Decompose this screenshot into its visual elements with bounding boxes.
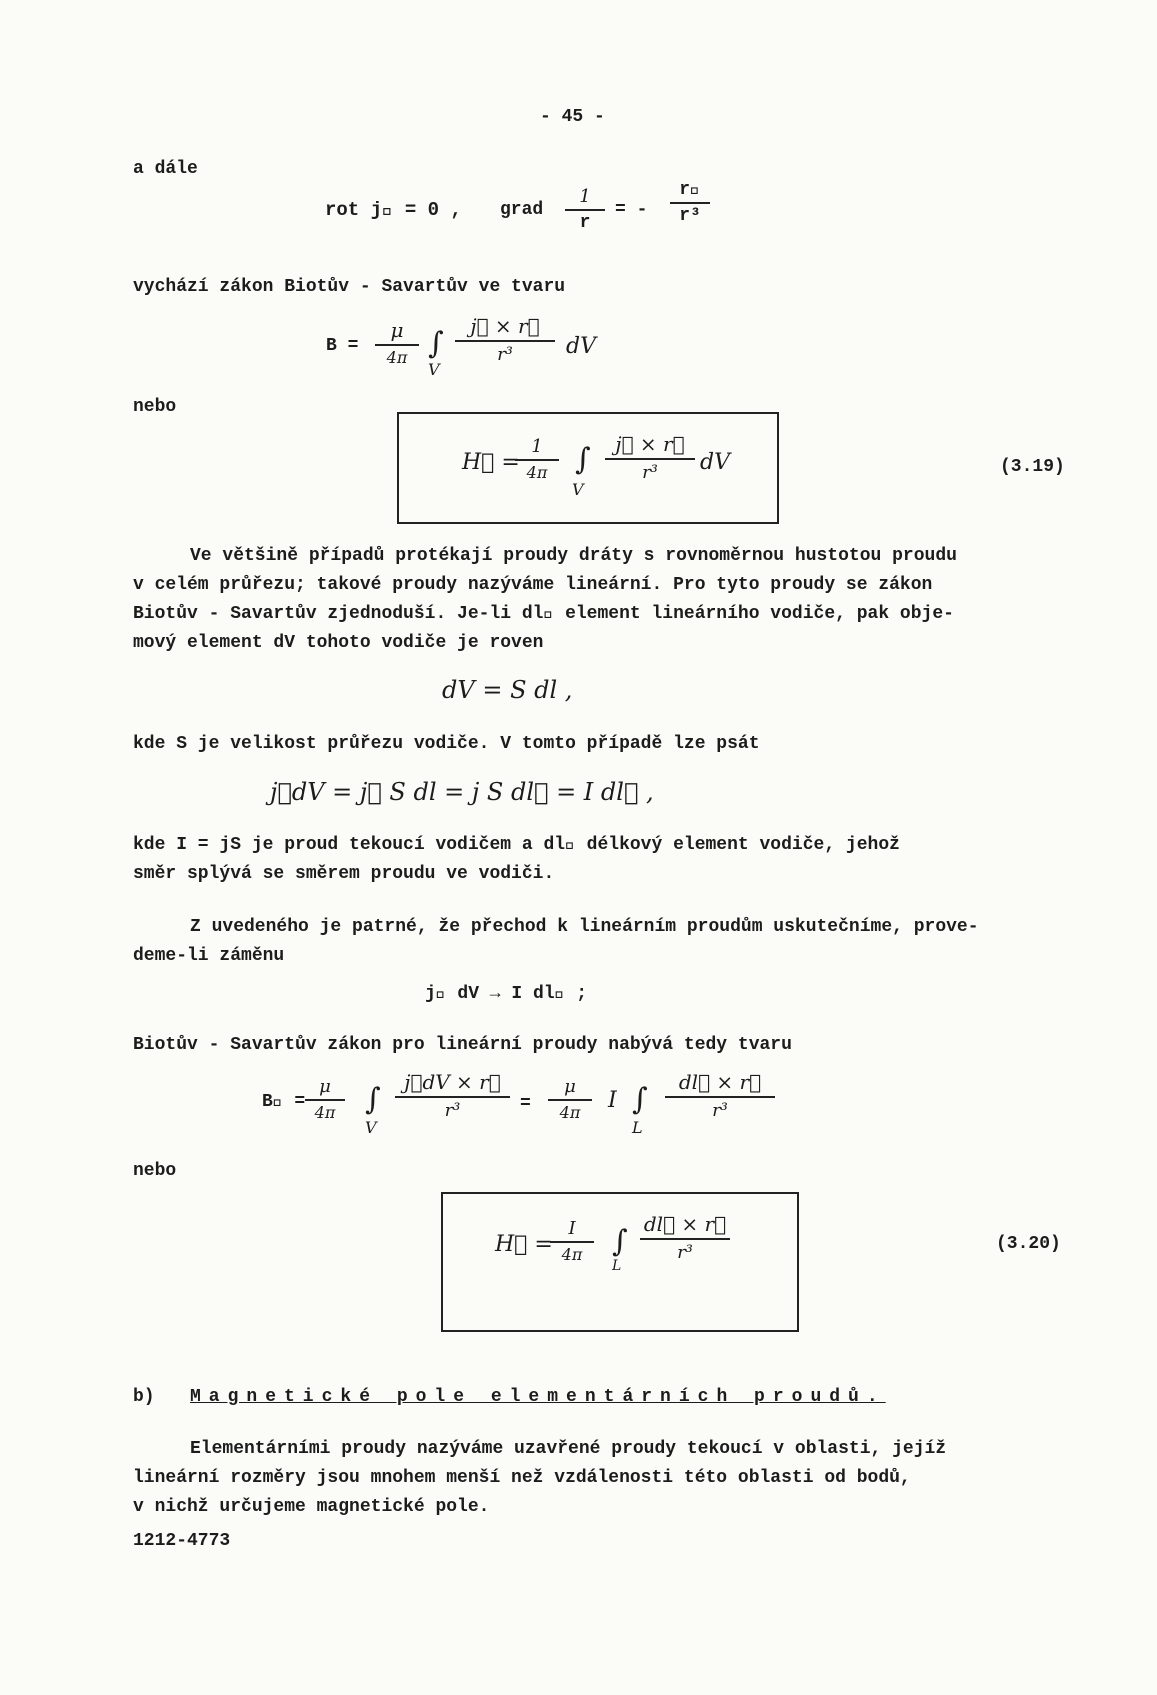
text-kde-i-line2: směr splývá se směrem proudu ve vodiči. xyxy=(133,864,555,884)
text-elem-line1: Elementárními proudy nazýváme uzavřené proudy tekoucí v oblasti, jejíž xyxy=(190,1439,947,1459)
text-z-uvedeneho-line2: deme-li záměnu xyxy=(133,946,285,966)
eq-grad-fraction-2: r⃗ r³ xyxy=(670,180,710,226)
eq-rot: rot j⃗ = 0 , xyxy=(325,199,462,221)
text-elem-line3: v nichž určujeme magnetické pole. xyxy=(133,1497,490,1517)
text-para1-line1: Ve většině případů protékají proudy dráty s rovnoměrnou hustotou proudu xyxy=(190,546,957,566)
equation-label-3-20: (3.20) xyxy=(996,1234,1061,1254)
section-b-title: Magnetické pole elementárních proudů. xyxy=(190,1387,886,1407)
text-kde-i-line1: kde I = jS je proud tekoucí vodičem a dl⃗ délkový element vodiče, jehož xyxy=(133,835,900,855)
text-para1-line2: v celém průřezu; takové proudy nazýváme lineární. Pro tyto proudy se zákon xyxy=(133,575,933,595)
footer-code: 1212-4773 xyxy=(133,1531,231,1551)
text-nebo-1: nebo xyxy=(133,397,177,417)
equation-label-3-19: (3.19) xyxy=(1000,457,1065,477)
eq-grad-fraction-1: 1 r xyxy=(565,186,605,233)
eq-grad-equals: = - xyxy=(615,200,648,220)
text-nebo-2: nebo xyxy=(133,1161,177,1181)
text-kde-s: kde S je velikost průřezu vodiče. V tomto případě lze psát xyxy=(133,734,760,754)
text-a-dale: a dále xyxy=(133,159,198,179)
text-vychazi: vychází zákon Biotův - Savartův ve tvaru xyxy=(133,277,566,297)
equation-dv: dV = S dl , xyxy=(442,676,573,704)
text-z-uvedeneho-line1: Z uvedeného je patrné, že přechod k lineárním proudům uskutečníme, prove- xyxy=(190,917,979,937)
text-biotuv: Biotův - Savartův zákon pro lineární proudy nabývá tedy tvaru xyxy=(133,1035,792,1055)
section-b-prefix: b) xyxy=(133,1387,155,1407)
text-elem-line2: lineární rozměry jsou mnohem menší než vzdálenosti této oblasti od bodů, xyxy=(133,1468,911,1488)
text-para1-line4: mový element dV tohoto vodiče je roven xyxy=(133,633,544,653)
eq-grad-label: grad xyxy=(500,200,544,220)
text-para1-line3: Biotův - Savartův zjednoduší. Je-li dl⃗ element lineárního vodiče, pak obje- xyxy=(133,604,954,624)
equation-jdv: j⃗dV = j⃗ S dl = j S dl⃗ = I dl⃗ , xyxy=(270,778,654,806)
page-number: - 45 - xyxy=(540,107,605,127)
equation-substitution: j⃗ dV → I dl⃗ ; xyxy=(425,984,588,1004)
